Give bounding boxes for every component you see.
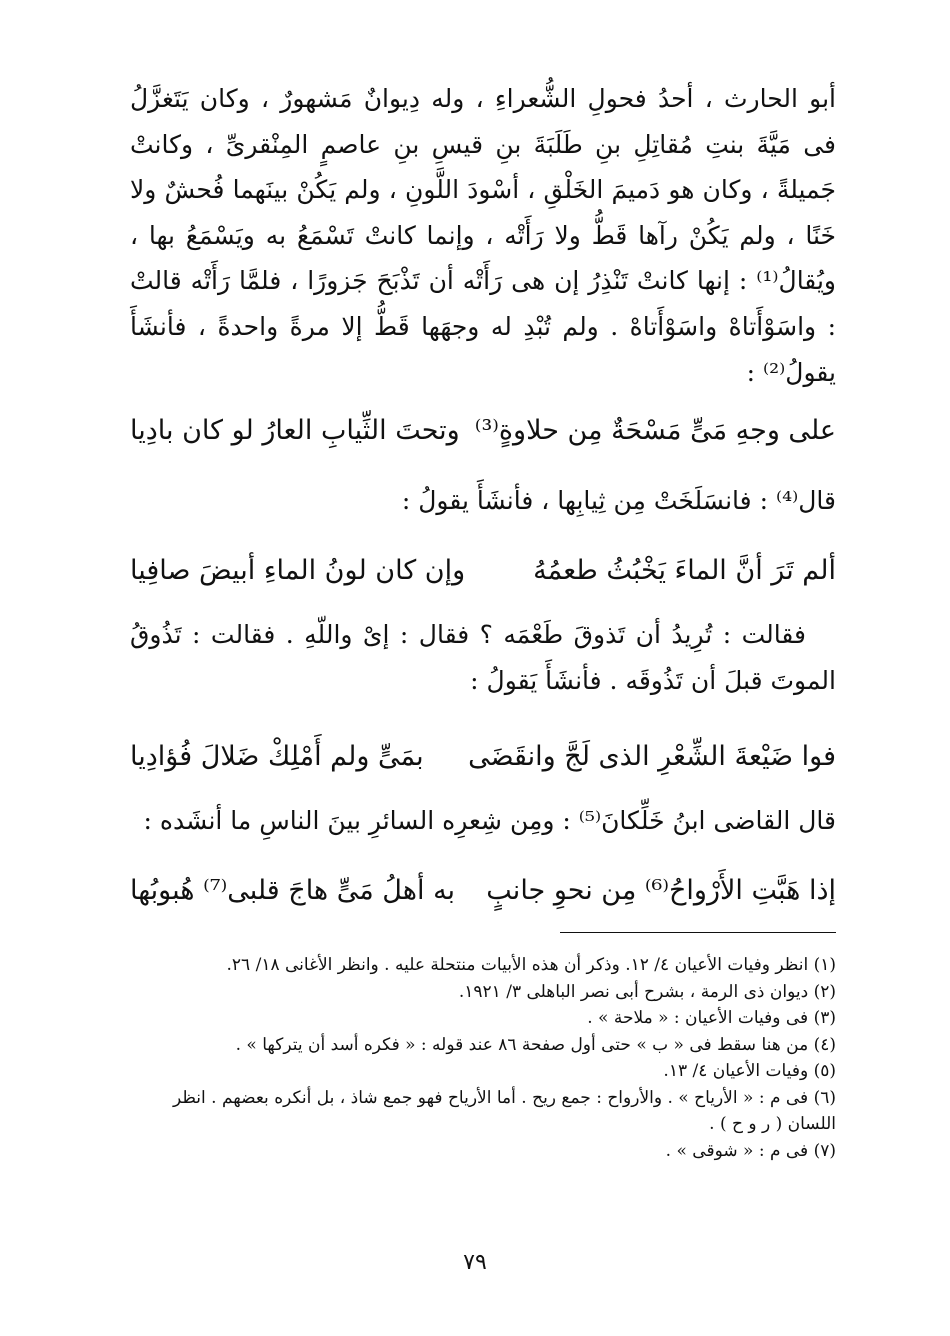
paragraph-text: فقالت : تُرِيدُ أن تَذوقَ طَعْمَه ؟ فقال : إىْ واللّهِ . فقالت : تَذُوقُ الموتَ قبلَ أن تَذُوقَه . فأنشَأَ يَقولُ : [130,620,836,695]
page-number: ٧٩ [463,1250,487,1275]
footnote-5: (٥) وفيات الأعيان ٤/ ١٣. [663,1061,836,1081]
verse-first-hemistich: إذا هَبَّتِ الأَرْواحُ⁽⁶⁾ مِن نحوِ جانبٍ [486,875,836,906]
footnotes [130,952,836,1164]
verse-2 [130,546,836,596]
verse-second-hemistich: به أهلُ مَىٍّ هاجَ قلبى⁽⁷⁾ هُبوبُها [130,875,456,906]
verse-second-hemistich: وتحتَ الثِّيابِ العارُ لو كان بادِيا [130,415,460,446]
verse-1 [130,406,836,456]
footnote-3: (٣) فى وفيات الأعيان : « ملاحة » . [587,1008,836,1028]
verse-second-hemistich: وإن كان لونُ الماءِ أبيضَ صافِيا [130,555,466,586]
verse-second-hemistich: بمَىٍّ ولم أَمْلِكْ ضَلالَ فُؤادِيا [130,741,424,772]
verse-4 [130,866,836,916]
verse-first-hemistich: على وجهِ مَىٍّ مَسْحَةٌ مِن حلاوةٍ⁽³⁾ [474,415,836,446]
footnote-1: (١) انظر وفيات الأعيان ٤/ ١٢. وذكر أن هذه الأبيات منتحلة عليه . وانظر الأغانى ١٨/ ٢٦. [226,955,836,975]
verse-3 [130,732,836,782]
narration-line-1: قال⁽⁴⁾ : فانسَلَخَتْ مِن ثِيابِها ، فأنشَأَ يقولُ : [401,486,836,515]
footnote-7: (٧) فى م : « شوقى » . [665,1140,836,1161]
footnote-2: (٢) ديوان ذى الرمة ، بشرح أبى نصر الباهلى ٣/ ١٩٢١. [458,981,836,1002]
footnote-6: (٦) فى م : « الأرياح » . والأرواح : جمع ريح . أما الأرياح فهو جمع شاذ ، بل أنكره بعضهم . انظر اللسان ( ر و ح ) . [172,1087,836,1134]
dialogue-paragraph [130,612,836,704]
verse-first-hemistich: فوا ضَيْعةَ الشِّعْرِ الذى لَجَّ وانقَضَى [468,741,836,772]
footnote-separator [560,932,836,933]
verse-first-hemistich: ألم تَرَ أنَّ الماءَ يَخْبُثُ طعمُهُ [533,555,836,586]
narration-line-2: قال القاضى ابنُ خَلِّكانَ⁽⁵⁾ : ومِن شِعرِه السائرِ بينَ الناسِ ما أنشَده : [143,806,836,835]
opening-paragraph [130,76,836,395]
paragraph-text: أبو الحارث ، أحدُ فحولِ الشُّعراءِ ، وله دِيوانٌ مَشهورٌ ، وكان يَتَغزَّلُ فى مَيَّةَ بنتِ مُقاتِلِ بنِ طَلَبَةَ بنِ قيسِ بنِ عاصمٍ المِنْقرىِّ ، وكانتْ جَميلةً ، وكان هو دَميمَ الخَلْقِ ، أسْودَ اللَّونِ ، ولم يَكُنْ بينَهما فُحشٌ ولا خَنًا ، ولم يَكُنْ رآها قَطُّ ولا رَأَتْه ، وإنما كانتْ تَسْمَعُ به ويَسْمَعُ بها ، ويُقالُ⁽¹⁾ : إنها كانتْ تَنْذِرُ إن هى رَأَتْه أن تَذْبَحَ جَزورًا ، فلمَّا رَأَتْه قالتْ : واسَوْأَتاهْ واسَوْأَتاهْ . ولم تُبْدِ له وجهَها قَطُّ إلا مرةً واحدةً ، فأنشَأَ يقولُ⁽²⁾ : [130,84,836,387]
footnote-4: (٤) من هنا سقط فى « ب » حتى أول صفحة ٨٦ عند قوله : « فكره أسد أن يتركها » . [235,1034,836,1055]
